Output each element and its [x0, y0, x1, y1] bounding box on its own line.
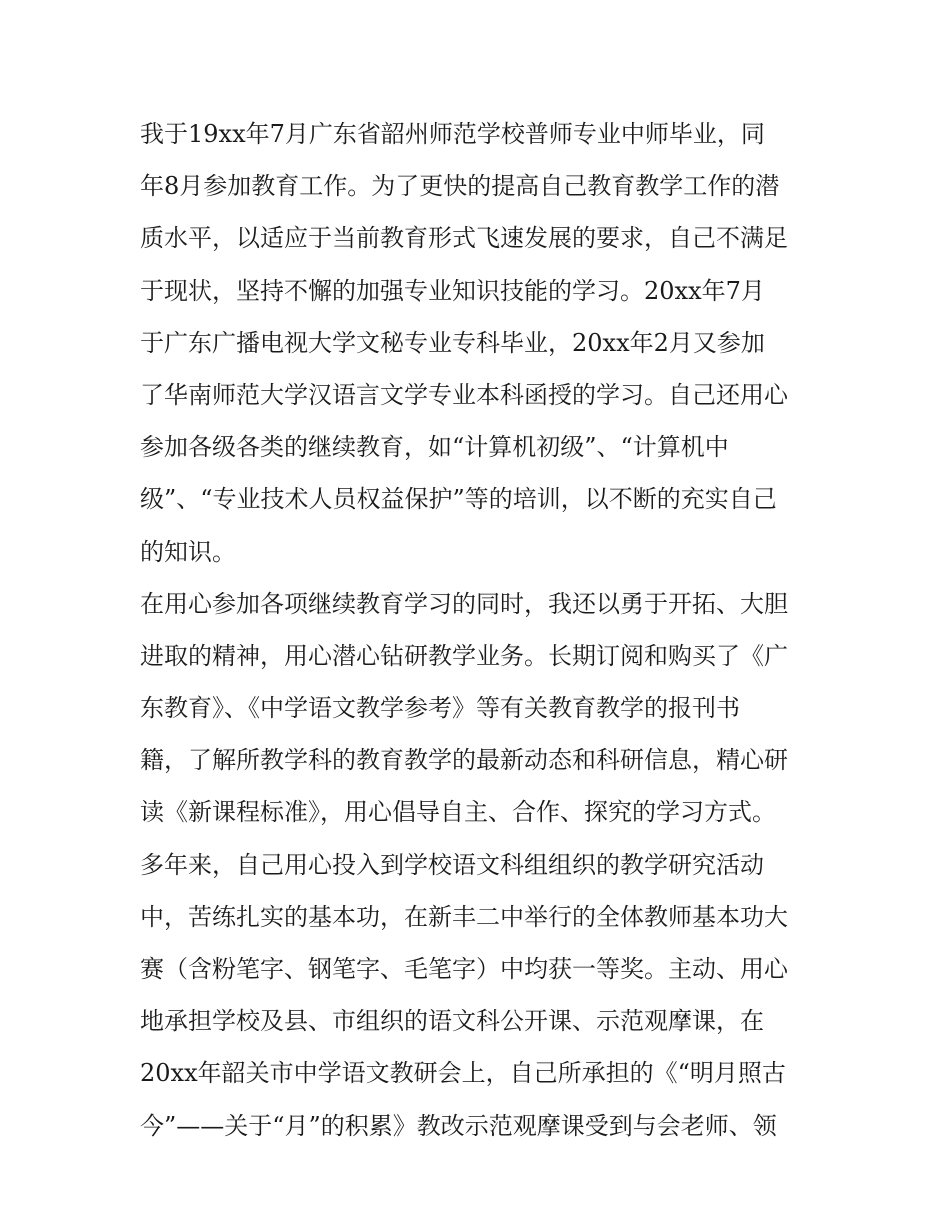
text-line: 20xx年韶关市中学语文教研会上，自己所承担的《“明月照古 [140, 1059, 786, 1088]
body-text [140, 108, 820, 1152]
text-line: 地承担学校及县、市组织的语文科公开课、示范观摩课，在 [140, 1007, 764, 1036]
text-line: 级”、“专业技术人员权益保护”等的培训，以不断的充实自己 [140, 485, 777, 514]
text-line: 籍，了解所教学科的教育教学的最新动态和科研信息，精心研 [140, 746, 788, 775]
text-line: 中，苦练扎实的基本功，在新丰二中举行的全体教师基本功大 [140, 902, 788, 931]
text-line: 东教育》、《中学语文教学参考》等有关教育教学的报刊书 [140, 694, 740, 723]
text-line: 我于19xx年7月广东省韶州师范学校普师专业中师毕业，同 [140, 120, 765, 148]
text-line: 在用心参加各项继续教育学习的同时，我还以勇于开拓、大胆 [140, 589, 788, 618]
text-line: 质水平，以适应于当前教育形式飞速发展的要求，自己不满足 [140, 224, 788, 253]
text-line: 年8月参加教育工作。为了更快的提高自己教育教学工作的潜 [140, 172, 780, 201]
text-line: 于现状，坚持不懈的加强专业知识技能的学习。20xx年7月 [140, 276, 765, 305]
text-line: 的知识。 [140, 537, 236, 566]
text-line: 进取的精神，用心潜心钻研教学业务。长期订阅和购买了《广 [140, 641, 788, 670]
text-line: 了华南师范大学汉语言文学专业本科函授的学习。自己还用心 [140, 380, 788, 409]
text-line: 读《新课程标准》，用心倡导自主、合作、探究的学习方式。 [140, 798, 776, 827]
text-line: 多年来，自己用心投入到学校语文科组组织的教学研究活动 [140, 850, 764, 879]
text-line: 于广东广播电视大学文秘专业专科毕业，20xx年2月又参加 [140, 328, 765, 357]
text-line: 今”——关于“月”的积累》教改示范观摩课受到与会老师、领 [140, 1111, 777, 1140]
text-line: 参加各级各类的继续教育，如“计算机初级”、“计算机中 [140, 433, 729, 462]
text-line: 赛（含粉笔字、钢笔字、毛笔字）中均获一等奖。主动、用心 [140, 955, 788, 983]
